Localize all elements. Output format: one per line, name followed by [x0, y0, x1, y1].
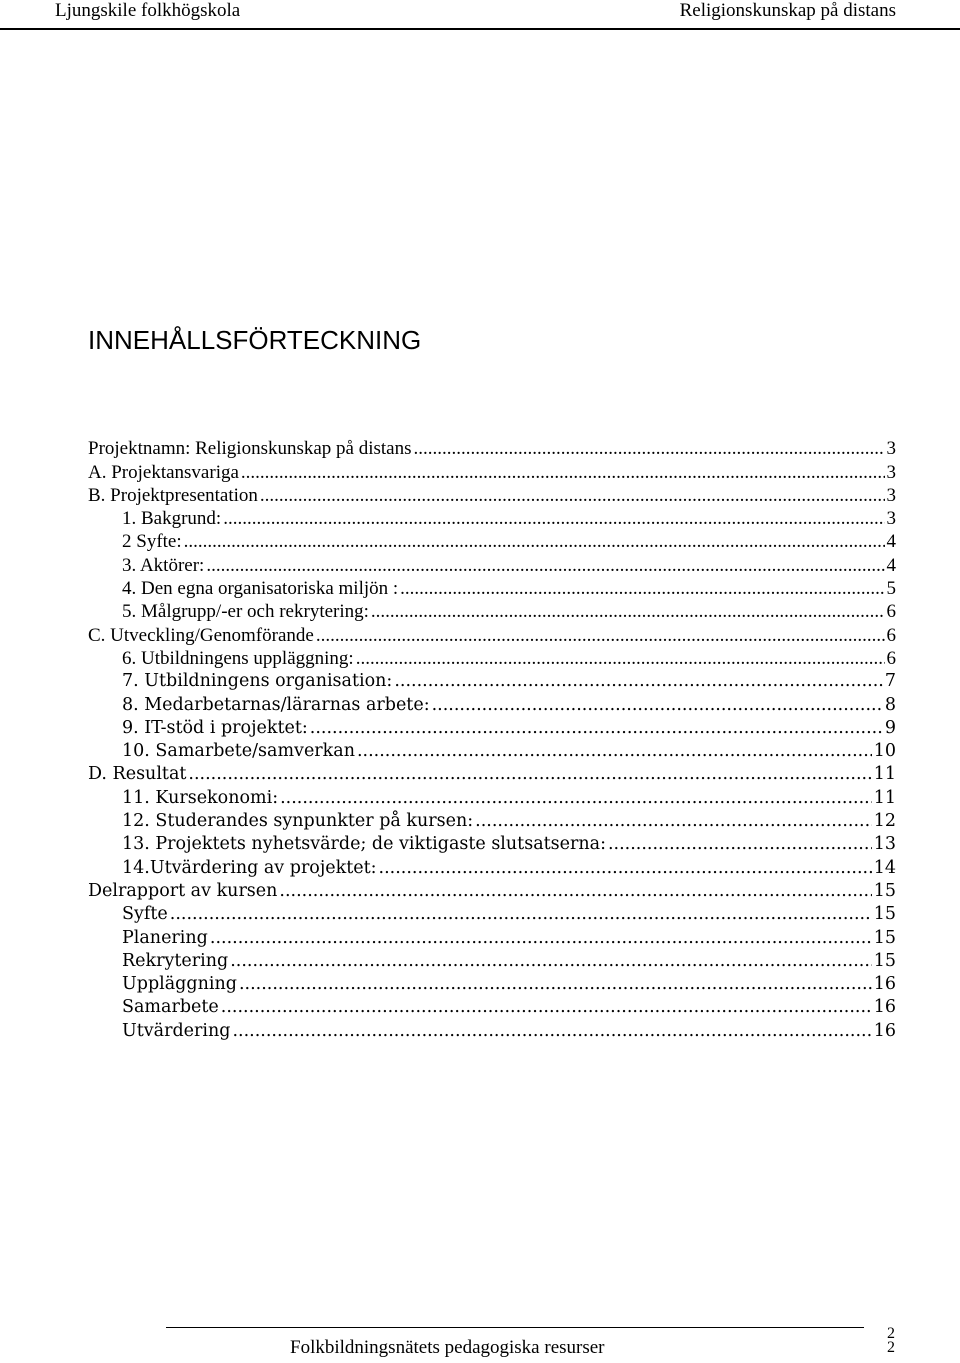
- toc-entry-page: 8: [884, 694, 896, 715]
- toc-entry[interactable]: [88, 436, 896, 459]
- toc-entry[interactable]: [88, 599, 896, 622]
- toc-dot-leader: [475, 811, 872, 832]
- toc-entry-page: 5: [886, 578, 896, 600]
- toc-entry[interactable]: [88, 552, 896, 575]
- table-of-contents: [88, 436, 896, 1042]
- toc-dot-leader: [400, 578, 884, 599]
- toc-entry-page: 6: [886, 647, 896, 669]
- footer-publisher: Folkbildningsnätets pedagogiska resurser: [290, 1337, 605, 1358]
- toc-entry[interactable]: [88, 855, 896, 878]
- toc-entry-label: A. Projektansvariga: [88, 461, 239, 483]
- toc-entry-label: Delrapport av kursen: [88, 880, 278, 901]
- toc-entry-label: Uppläggning: [122, 974, 237, 995]
- toc-entry[interactable]: [88, 459, 896, 482]
- toc-entry-label: 3. Aktörer:: [122, 554, 205, 576]
- page-header: [0, 0, 960, 30]
- toc-dot-leader: [188, 764, 871, 785]
- toc-entry-page: 14: [873, 857, 896, 878]
- toc-entry-label: Syfte: [122, 904, 168, 925]
- page-number-top: 2: [887, 1325, 895, 1342]
- toc-entry[interactable]: [88, 1018, 896, 1041]
- toc-entry[interactable]: [88, 506, 896, 529]
- toc-dot-leader: [432, 695, 883, 716]
- toc-entry-label: 12. Studerandes synpunkter på kursen:: [122, 811, 474, 832]
- toc-dot-leader: [414, 438, 885, 459]
- toc-entry-page: 15: [873, 927, 896, 948]
- toc-entry-label: Samarbete: [122, 997, 219, 1018]
- toc-entry[interactable]: [88, 809, 896, 832]
- toc-entry-page: 11: [873, 764, 896, 785]
- toc-entry[interactable]: [88, 576, 896, 599]
- toc-dot-leader: [394, 671, 883, 692]
- header-school-name: Ljungskile folkhögskola: [55, 0, 241, 21]
- toc-dot-leader: [280, 788, 872, 809]
- toc-dot-leader: [310, 718, 883, 739]
- header-rule: [0, 28, 960, 30]
- toc-entry-page: 10: [873, 741, 896, 762]
- toc-dot-leader: [357, 741, 872, 762]
- toc-dot-leader: [371, 601, 885, 622]
- toc-dot-leader: [210, 928, 872, 949]
- toc-entry[interactable]: [88, 972, 896, 995]
- toc-entry-label: 2 Syfte:: [122, 531, 182, 553]
- toc-dot-leader: [241, 462, 885, 483]
- toc-entry-label: B. Projektpresentation: [88, 484, 258, 506]
- toc-dot-leader: [232, 1021, 871, 1042]
- footer-rule: [166, 1327, 864, 1328]
- toc-entry-page: 16: [873, 997, 896, 1018]
- toc-dot-leader: [356, 648, 885, 669]
- toc-entry-label: 11. Kursekonomi:: [122, 787, 279, 808]
- toc-entry-page: 4: [886, 554, 896, 576]
- toc-entry-label: 14.Utvärdering av projektet:: [122, 857, 377, 878]
- toc-entry-label: D. Resultat: [88, 764, 187, 785]
- toc-dot-leader: [316, 625, 885, 646]
- toc-entry-page: 11: [873, 787, 896, 808]
- toc-entry[interactable]: [88, 785, 896, 808]
- page-number-bottom: 2: [887, 1339, 895, 1356]
- toc-entry[interactable]: [88, 762, 896, 785]
- toc-entry[interactable]: [88, 902, 896, 925]
- toc-entry-page: 3: [886, 508, 896, 530]
- toc-dot-leader: [230, 951, 872, 972]
- toc-entry-label: 10. Samarbete/samverkan: [122, 741, 355, 762]
- toc-dot-leader: [223, 508, 884, 529]
- toc-dot-leader: [170, 904, 872, 925]
- toc-entry[interactable]: [88, 949, 896, 972]
- toc-entry-page: 9: [884, 717, 896, 738]
- toc-entry[interactable]: [88, 483, 896, 506]
- toc-entry-page: 16: [873, 1020, 896, 1041]
- toc-entry[interactable]: [88, 669, 896, 692]
- toc-entry-label: 5. Målgrupp/-er och rekrytering:: [122, 601, 369, 623]
- toc-entry-label: Utvärdering: [122, 1020, 231, 1041]
- toc-heading: INNEHÅLLSFÖRTECKNING: [88, 325, 422, 355]
- toc-entry[interactable]: [88, 832, 896, 855]
- toc-entry-page: 15: [873, 904, 896, 925]
- toc-entry-label: 7. Utbildningens organisation:: [122, 671, 393, 692]
- toc-entry[interactable]: [88, 716, 896, 739]
- toc-entry[interactable]: [88, 529, 896, 552]
- toc-entry-page: 16: [873, 974, 896, 995]
- page-number: [884, 1327, 898, 1355]
- toc-entry-page: 4: [886, 531, 896, 553]
- toc-entry-label: 13. Projektets nyhetsvärde; de viktigaste slutsatserna:: [122, 834, 606, 855]
- toc-entry-label: 4. Den egna organisatoriska miljön :: [122, 578, 399, 600]
- toc-entry-page: 6: [886, 624, 896, 646]
- toc-entry-label: 6. Utbildningens uppläggning:: [122, 647, 354, 669]
- toc-entry[interactable]: [88, 879, 896, 902]
- toc-dot-leader: [608, 834, 872, 855]
- toc-entry-label: Projektnamn: Religionskunskap på distans: [88, 438, 412, 460]
- toc-entry-page: 3: [886, 438, 896, 460]
- header-course-title: Religionskunskap på distans: [679, 0, 896, 21]
- toc-entry-label: 1. Bakgrund:: [122, 508, 222, 530]
- toc-dot-leader: [260, 485, 885, 506]
- toc-entry-label: Rekrytering: [122, 950, 229, 971]
- toc-entry-label: Planering: [122, 927, 208, 948]
- toc-entry-page: 12: [873, 811, 896, 832]
- toc-entry-page: 15: [873, 880, 896, 901]
- toc-entry-label: 9. IT-stöd i projektet:: [122, 717, 308, 738]
- toc-dot-leader: [239, 974, 872, 995]
- toc-entry[interactable]: [88, 995, 896, 1018]
- toc-dot-leader: [206, 555, 884, 576]
- toc-dot-leader: [379, 858, 872, 879]
- toc-entry-page: 13: [873, 834, 896, 855]
- toc-entry-label: 8. Medarbetarnas/lärarnas arbete:: [122, 694, 430, 715]
- toc-entry-label: C. Utveckling/Genomförande: [88, 624, 314, 646]
- toc-entry[interactable]: [88, 646, 896, 669]
- toc-entry-page: 3: [886, 461, 896, 483]
- toc-dot-leader: [184, 531, 885, 552]
- toc-entry-page: 6: [886, 601, 896, 623]
- toc-dot-leader: [279, 881, 871, 902]
- toc-entry-page: 7: [884, 671, 896, 692]
- toc-entry[interactable]: [88, 622, 896, 645]
- toc-entry-page: 3: [886, 484, 896, 506]
- toc-entry[interactable]: [88, 925, 896, 948]
- toc-entry-page: 15: [873, 950, 896, 971]
- toc-dot-leader: [221, 997, 872, 1018]
- toc-entry[interactable]: [88, 739, 896, 762]
- toc-entry[interactable]: [88, 692, 896, 715]
